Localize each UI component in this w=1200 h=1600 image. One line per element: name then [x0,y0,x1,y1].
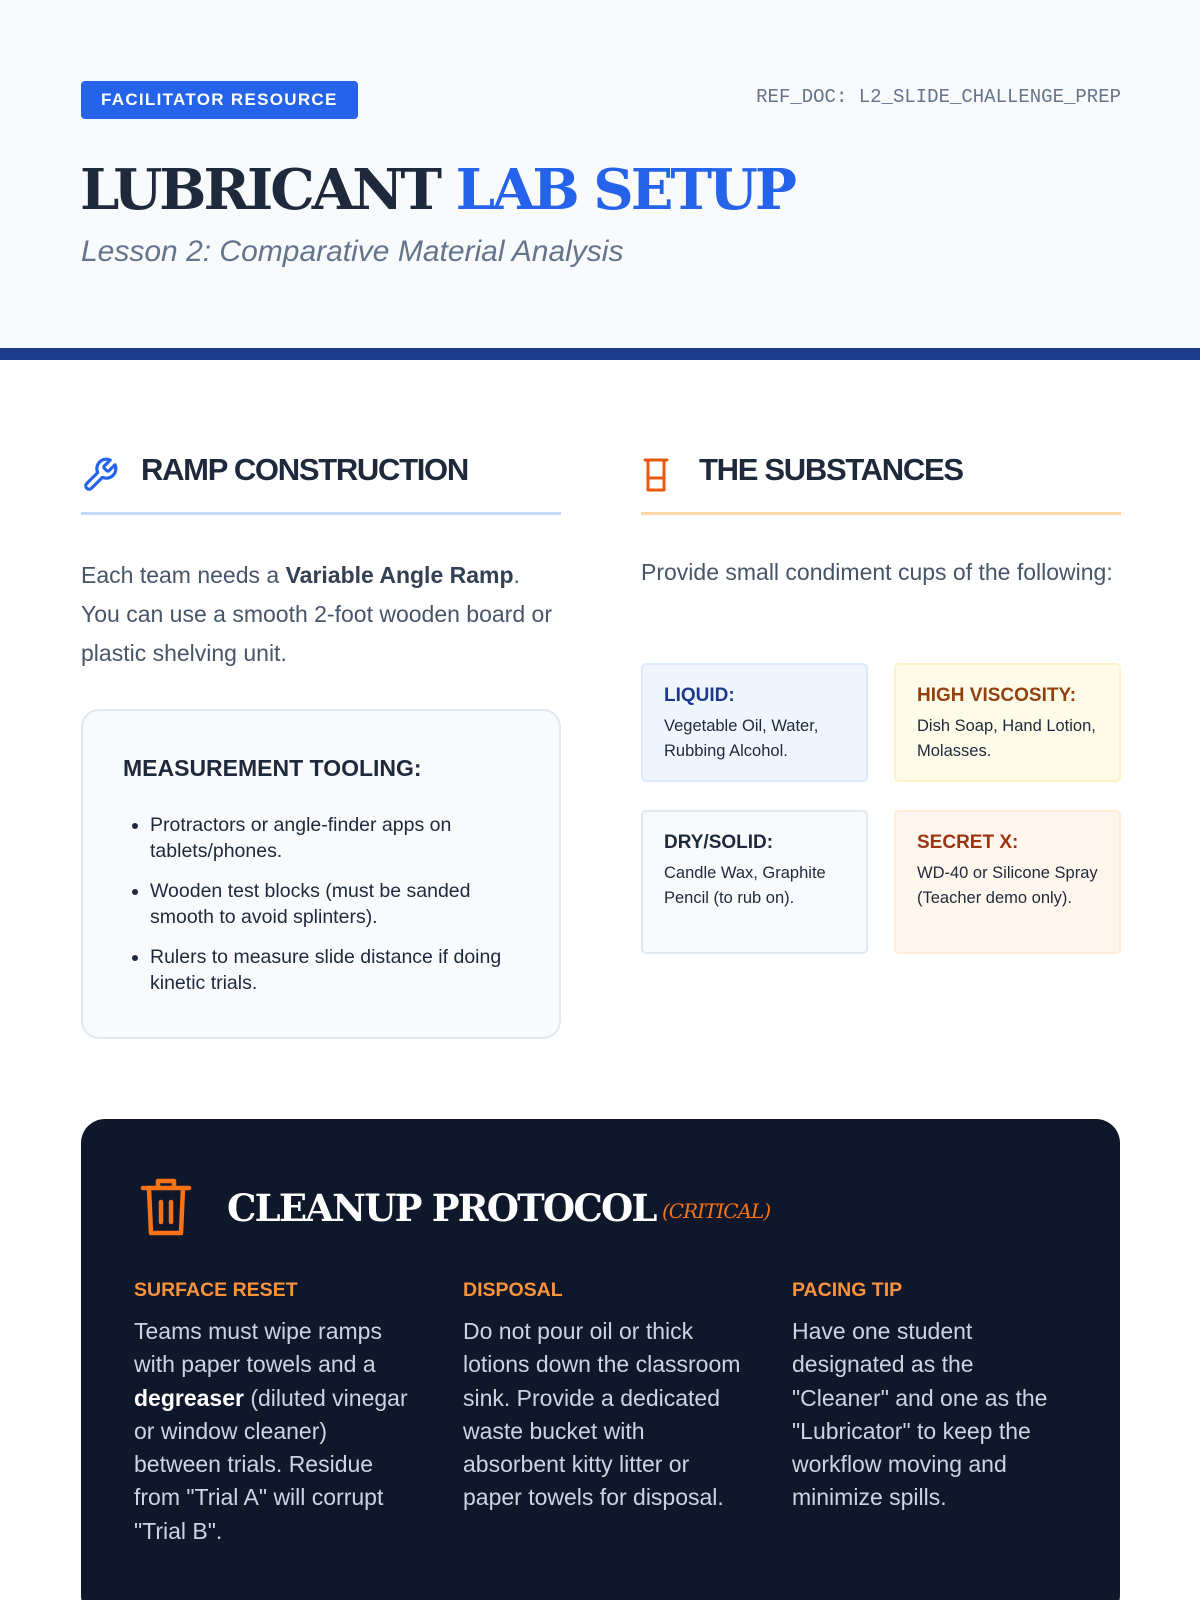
wrench-icon [81,456,119,494]
substance-examples: Vegetable Oil, Water, Rubbing Alcohol. [664,717,819,760]
cleanup-column-disposal [463,1279,743,1515]
critical-tag: (CRITICAL) [662,1199,771,1223]
cleanup-protocol-panel [81,1119,1120,1600]
list-item: • Protractors or angle-finder apps on tablets/phones. [150,812,519,864]
tooling-title: MEASUREMENT TOOLING: [123,755,422,781]
page-subtitle: Lesson 2: Comparative Material Analysis [81,235,624,268]
substance-box-secret-x [894,810,1121,954]
surface-reset-text-end: (diluted vinegar or window cleaner) between trials. Residue from "Trial A" will corrupt "Trial B". [134,1384,408,1544]
cleanup-column-heading: DISPOSAL [463,1279,563,1301]
ramp-intro-emphasis: Variable Angle Ramp [285,562,514,588]
title-main: LUBRICANT [80,157,440,223]
tooling-list [123,812,519,996]
cleanup-column-text [134,1315,414,1548]
ramp-intro-text: Each team needs a [81,562,286,588]
title-accent: LAB SETUP [455,157,794,223]
ramp-section-heading: RAMP CONSTRUCTION [141,452,468,487]
substance-box-high-viscosity [894,663,1121,782]
ramp-section-header [81,452,561,515]
substance-label: DRY/SOLID: [664,832,774,853]
substances-intro: Provide small condiment cups of the following: [641,559,1113,585]
ramp-intro-text-end: . You can use a smooth 2-foot wooden board or plastic shelving unit. [81,562,552,666]
list-item: • Wooden test blocks (must be sanded smooth to avoid splinters). [150,878,519,930]
ramp-intro [81,556,561,673]
substances-section-header [641,452,1121,515]
cleanup-column-text: Have one student designated as the "Cleaner" and one as the "Lubricator" to keep the workflow moving and minimize spills. [792,1318,1048,1511]
substances-section-heading: THE SUBSTANCES [699,452,963,487]
substance-label: SECRET X: [917,832,1019,853]
surface-reset-emphasis: degreaser [134,1384,244,1411]
substance-examples: WD-40 or Silicone Spray (Teacher demo only). [917,864,1098,907]
reference-document-code: REF_DOC: L2_SLIDE_CHALLENGE_PREP [756,86,1121,108]
substance-box-dry-solid [641,810,868,954]
cleanup-column-pacing-tip [792,1279,1072,1515]
substance-box-liquid [641,663,868,782]
substance-examples: Candle Wax, Graphite Pencil (to rub on). [664,864,826,907]
page-title [80,157,794,223]
trash-icon [139,1175,193,1237]
cleanup-column-text: Do not pour oil or thick lotions down the classroom sink. Provide a dedicated waste bucket with absorbent kitty litter or paper towels for disposal. [463,1318,741,1511]
beaker-icon [641,457,671,493]
facilitator-badge: FACILITATOR RESOURCE [81,81,358,119]
cleanup-column-heading: SURFACE RESET [134,1279,298,1301]
cleanup-title: CLEANUP PROTOCOL [227,1186,656,1230]
page-header [0,0,1200,360]
cleanup-column-heading: PACING TIP [792,1279,903,1301]
substance-label: LIQUID: [664,685,735,706]
measurement-tooling-card [81,709,561,1039]
substance-examples: Dish Soap, Hand Lotion, Molasses. [917,717,1096,760]
surface-reset-text: Teams must wipe ramps with paper towels and a [134,1318,382,1378]
substance-label: HIGH VISCOSITY: [917,685,1077,706]
cleanup-column-surface-reset [134,1279,414,1548]
list-item: • Rulers to measure slide distance if doing kinetic trials. [150,944,519,996]
